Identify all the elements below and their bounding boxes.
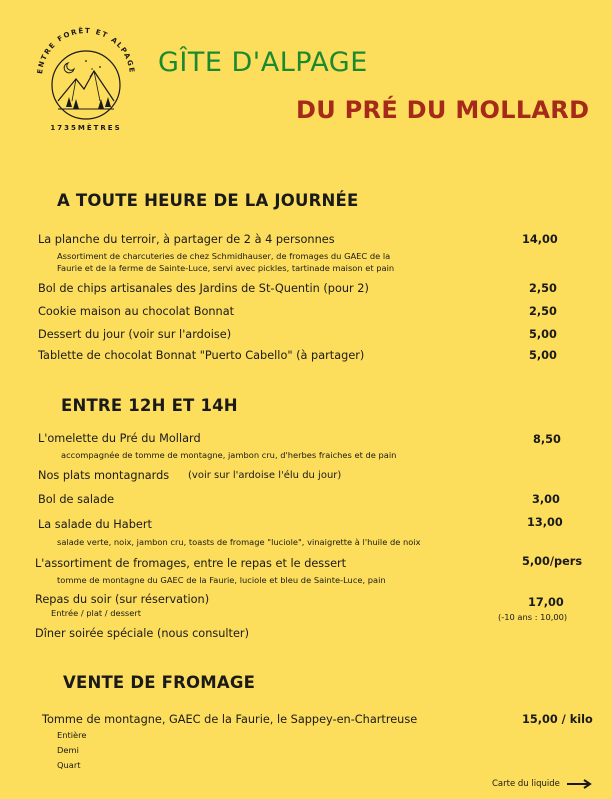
logo-altitude: 1735MÈTRES: [50, 124, 122, 132]
menu-item-price: 13,00: [527, 516, 563, 529]
menu-item-price: 17,00: [528, 596, 564, 609]
page-title: GÎTE D'ALPAGE: [158, 47, 368, 78]
menu-item-option: Quart: [57, 760, 81, 770]
menu-item-name: L'omelette du Pré du Mollard: [38, 432, 201, 445]
drinks-menu-link[interactable]: [492, 779, 592, 789]
menu-item-price: 2,50: [529, 305, 557, 318]
mountain-badge-icon: [28, 10, 144, 140]
menu-item-name: Bol de salade: [38, 493, 115, 506]
page-subtitle: DU PRÉ DU MOLLARD: [296, 96, 590, 124]
menu-item-name: Nos plats montagnards: [38, 469, 170, 482]
menu-item-name: La planche du terroir, à partager de 2 à 4 personnes: [38, 233, 335, 246]
menu-item-option: Entière: [57, 730, 87, 740]
menu-item-name: Cookie maison au chocolat Bonnat: [38, 305, 235, 318]
menu-item-name: Tablette de chocolat Bonnat "Puerto Cabello" (à partager): [38, 349, 365, 362]
menu-item-name: Dîner soirée spéciale (nous consulter): [35, 627, 249, 640]
menu-item-price: 8,50: [533, 433, 561, 446]
menu-item-price: 5,00: [529, 349, 557, 362]
menu-item-price: 3,00: [532, 493, 560, 506]
menu-item-price: 15,00 / kilo: [522, 713, 593, 726]
menu-item-note: (voir sur l'ardoise l'élu du jour): [188, 470, 342, 481]
menu-item-price: 14,00: [522, 233, 558, 246]
menu-item-description: Entrée / plat / dessert: [51, 608, 142, 618]
menu-item-description: accompagnée de tomme de montagne, jambon cru, d'herbes fraiches et de pain: [61, 450, 397, 460]
menu-item-name: La salade du Habert: [38, 518, 152, 531]
svg-text:ENTRE FORÊT ET ALPAGE: [36, 26, 136, 74]
section-title-journee: A TOUTE HEURE DE LA JOURNÉE: [57, 191, 359, 210]
menu-item-price: 5,00: [529, 328, 557, 341]
menu-item-name: L'assortiment de fromages, entre le repas et le dessert: [35, 557, 347, 570]
menu-item-price: 2,50: [529, 282, 557, 295]
menu-item-description: Faurie et de la ferme de Sainte-Luce, servi avec pickles, tartinade maison et pain: [57, 263, 395, 273]
menu-item-name: Dessert du jour (voir sur l'ardoise): [38, 328, 232, 341]
section-title-midi: ENTRE 12H ET 14H: [61, 396, 238, 415]
menu-item-description: salade verte, noix, jambon cru, toasts de fromage "luciole", vinaigrette à l'huile de noix: [57, 537, 421, 547]
menu-item-price-note: (-10 ans : 10,00): [498, 612, 568, 622]
arrow-right-icon: [566, 779, 592, 789]
menu-item-price: 5,00/pers: [522, 555, 583, 568]
menu-item-name: Bol de chips artisanales des Jardins de St-Quentin (pour 2): [38, 282, 369, 295]
section-title-fromage: VENTE DE FROMAGE: [63, 673, 256, 692]
menu-item-option: Demi: [57, 745, 79, 755]
logo-arc-text: ENTRE FORÊT ET ALPAGE: [36, 26, 136, 75]
drinks-menu-link-label: Carte du liquide: [492, 779, 560, 789]
menu-item-description: Assortiment de charcuteries de chez Schmidhauser, de fromages du GAEC de la: [57, 251, 391, 261]
menu-item-name: Repas du soir (sur réservation): [35, 593, 210, 606]
menu-item-description: tomme de montagne du GAEC de la Faurie, luciole et bleu de Sainte-Luce, pain: [57, 575, 386, 585]
menu-item-name: Tomme de montagne, GAEC de la Faurie, le Sappey-en-Chartreuse: [42, 713, 418, 726]
